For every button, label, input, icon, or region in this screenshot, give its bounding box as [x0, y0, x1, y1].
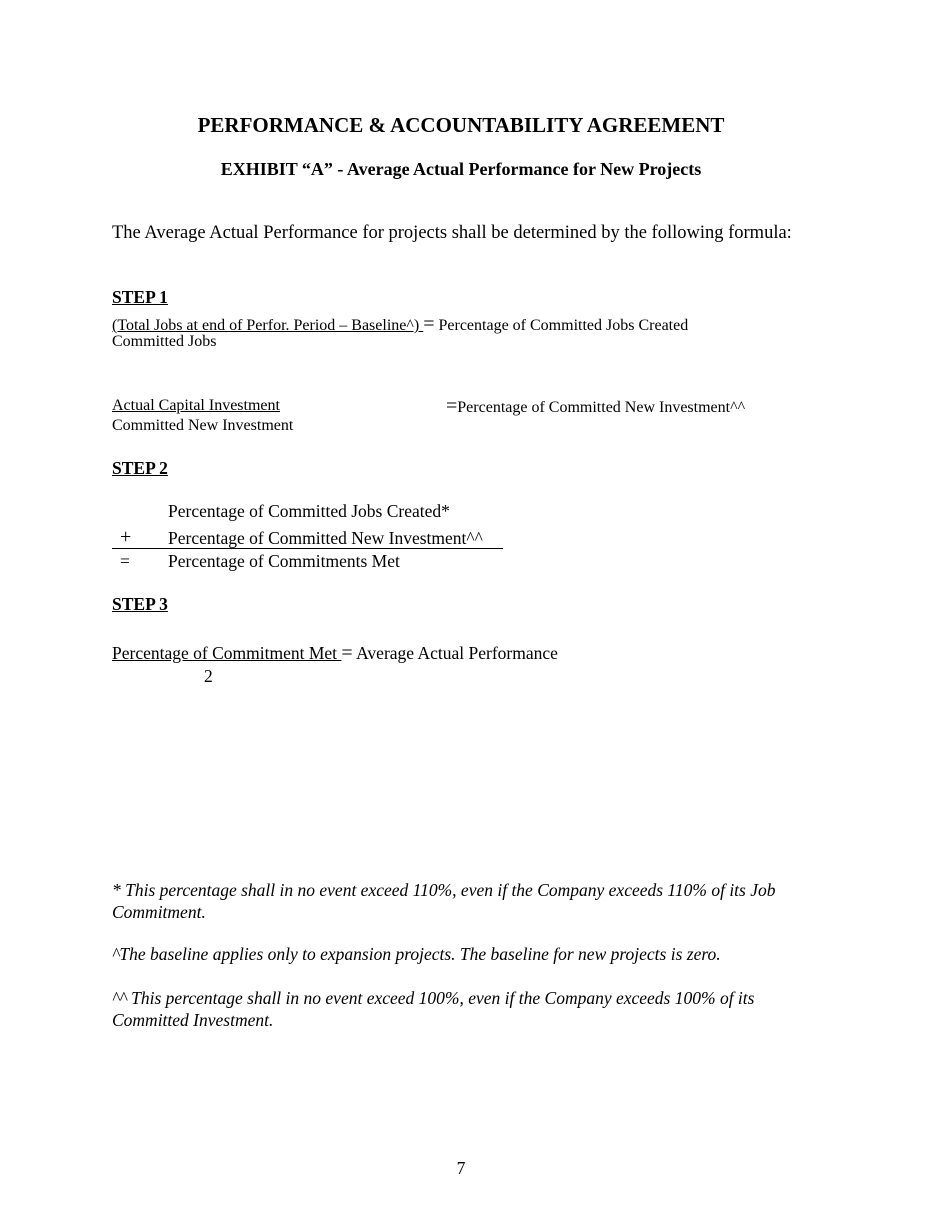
step2-sum-line	[112, 548, 503, 549]
jobs-denominator: Committed Jobs	[112, 333, 217, 350]
invest-result: Percentage of Committed New Investment^^	[457, 399, 746, 416]
step3-denominator: 2	[204, 666, 213, 686]
step3-result: Average Actual Performance	[356, 643, 558, 663]
jobs-equals-sign: =	[423, 313, 435, 335]
step3-formula	[112, 642, 558, 665]
step3-equals-sign: =	[341, 642, 353, 664]
plus-sign: +	[120, 526, 132, 548]
exhibit-subtitle: EXHIBIT “A” - Average Actual Performance for New Projects	[220, 159, 702, 179]
footnote-jobs: * This percentage shall in no event exceed 110%, even if the Company exceeds 110% of its Job Commitment.	[112, 880, 776, 922]
equals-sign: =	[120, 551, 130, 571]
step3-numerator: Percentage of Commitment Met	[112, 643, 342, 663]
page-number: 7	[456, 1158, 466, 1178]
intro-text: The Average Actual Performance for projects shall be determined by the following formula:	[112, 223, 792, 243]
invest-numerator: Actual Capital Investment	[112, 397, 280, 414]
step1-invest-result	[446, 395, 745, 418]
step2-line2: Percentage of Committed New Investment^^	[168, 528, 483, 548]
invest-denominator: Committed New Investment	[112, 417, 294, 434]
invest-equals-sign: =	[446, 395, 458, 417]
page-title: PERFORMANCE & ACCOUNTABILITY AGREEMENT	[197, 113, 725, 137]
step2-line3: Percentage of Commitments Met	[168, 551, 400, 571]
step2-heading: STEP 2	[112, 458, 168, 478]
step3-heading: STEP 3	[112, 594, 168, 614]
step2-line1: Percentage of Committed Jobs Created*	[168, 501, 450, 521]
footnote-baseline: ^The baseline applies only to expansion projects. The baseline for new projects is zero.	[112, 944, 721, 964]
footnote-investment: ^^ This percentage shall in no event exceed 100%, even if the Company exceeds 100% of its Committed Investment.	[112, 988, 755, 1030]
step1-heading: STEP 1	[112, 287, 168, 307]
jobs-numerator: (Total Jobs at end of Perfor. Period – Baseline^)	[112, 317, 424, 334]
jobs-result: Percentage of Committed Jobs Created	[438, 317, 689, 334]
